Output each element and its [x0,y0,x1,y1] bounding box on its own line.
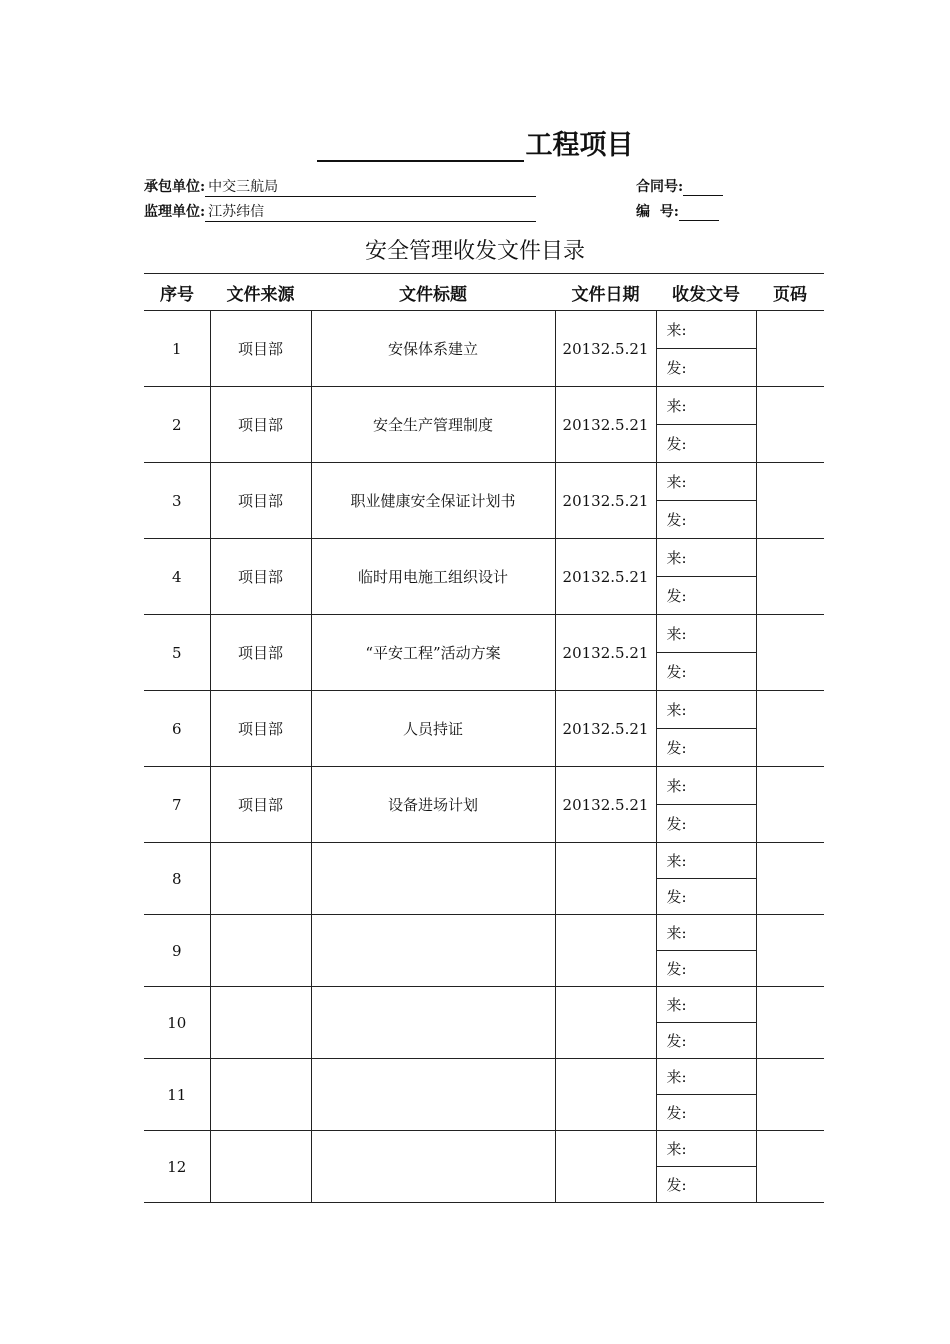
row-title: 临时用电施工组织设计 [311,539,555,615]
row-doc-in: 来: [656,915,756,951]
row-doc-out: 发: [656,1167,756,1203]
row-doc-in: 来: [656,691,756,729]
row-date [555,987,656,1059]
row-doc-out: 发: [656,425,756,463]
row-doc-in: 来: [656,843,756,879]
row-doc-in: 来: [656,987,756,1023]
serial-no-label: 编 号: [636,204,679,220]
row-title [311,1059,555,1131]
contract-no-blank[interactable] [683,178,723,196]
row-source [210,987,311,1059]
row-doc-in: 来: [656,463,756,501]
row-page[interactable] [756,1131,824,1203]
row-page[interactable] [756,843,824,915]
row-number: 1 [144,311,210,387]
row-date [555,843,656,915]
row-number: 4 [144,539,210,615]
row-page[interactable] [756,539,824,615]
row-number: 7 [144,767,210,843]
row-doc-out: 发: [656,1095,756,1131]
table-row [144,1131,824,1167]
table-row [144,843,824,879]
table-row [144,311,824,349]
row-title [311,843,555,915]
document-title [0,130,950,162]
row-title: “平安工程”活动方案 [311,615,555,691]
row-doc-in: 来: [656,1131,756,1167]
row-doc-in: 来: [656,387,756,425]
row-page[interactable] [756,987,824,1059]
table-row [144,1059,824,1095]
header-source: 文件来源 [210,274,311,311]
row-number: 11 [144,1059,210,1131]
row-number: 9 [144,915,210,987]
row-doc-out: 发: [656,501,756,539]
row-doc-in: 来: [656,311,756,349]
header-doc-no: 收发文号 [656,274,756,311]
table-row [144,987,824,1023]
row-source [210,843,311,915]
contractor-value[interactable]: 中交三航局 [205,178,536,197]
row-title [311,1131,555,1203]
row-doc-out: 发: [656,951,756,987]
row-date: 20132.5.21 [555,691,656,767]
row-title: 安全生产管理制度 [311,387,555,463]
supervisor-line [144,203,536,222]
header-date: 文件日期 [555,274,656,311]
row-title: 安保体系建立 [311,311,555,387]
contract-no-line [636,178,723,196]
document-list-table [144,273,824,1203]
row-source: 项目部 [210,615,311,691]
row-date [555,915,656,987]
header-no: 序号 [144,274,210,311]
row-page[interactable] [756,615,824,691]
row-source: 项目部 [210,767,311,843]
row-doc-in: 来: [656,539,756,577]
contract-no-label: 合同号: [636,179,684,195]
title-suffix: 工程项目 [525,130,634,161]
row-title [311,915,555,987]
row-title: 设备进场计划 [311,767,555,843]
row-number: 2 [144,387,210,463]
project-name-blank[interactable] [317,130,524,162]
row-source [210,1059,311,1131]
row-date: 20132.5.21 [555,539,656,615]
row-title: 职业健康安全保证计划书 [311,463,555,539]
row-doc-out: 发: [656,1023,756,1059]
row-page[interactable] [756,387,824,463]
row-title: 人员持证 [311,691,555,767]
contractor-line [144,178,536,197]
table-row [144,767,824,805]
row-number: 5 [144,615,210,691]
row-page[interactable] [756,767,824,843]
document-subtitle: 安全管理收发文件目录 [364,239,585,264]
row-date: 20132.5.21 [555,463,656,539]
row-source: 项目部 [210,539,311,615]
row-page[interactable] [756,463,824,539]
row-source: 项目部 [210,691,311,767]
serial-no-blank[interactable] [679,203,719,221]
row-number: 3 [144,463,210,539]
header-title: 文件标题 [311,274,555,311]
row-date [555,1059,656,1131]
row-page[interactable] [756,1059,824,1131]
table-header-row [144,274,824,311]
table-row [144,387,824,425]
row-doc-out: 发: [656,577,756,615]
table-body [144,311,824,1203]
row-page[interactable] [756,691,824,767]
row-doc-in: 来: [656,1059,756,1095]
header-page: 页码 [756,274,824,311]
row-doc-out: 发: [656,653,756,691]
table-row [144,691,824,729]
row-source [210,915,311,987]
row-page[interactable] [756,311,824,387]
contractor-label: 承包单位: [144,179,206,195]
row-number: 12 [144,1131,210,1203]
row-doc-in: 来: [656,767,756,805]
row-number: 6 [144,691,210,767]
row-title [311,987,555,1059]
table-row [144,615,824,653]
table-row [144,463,824,501]
row-source: 项目部 [210,311,311,387]
table-row [144,539,824,577]
row-date [555,1131,656,1203]
row-doc-out: 发: [656,349,756,387]
row-date: 20132.5.21 [555,615,656,691]
row-source: 项目部 [210,387,311,463]
supervisor-label: 监理单位: [144,204,206,220]
row-doc-in: 来: [656,615,756,653]
row-doc-out: 发: [656,879,756,915]
row-page[interactable] [756,915,824,987]
table-row [144,915,824,951]
row-date: 20132.5.21 [555,311,656,387]
serial-no-line [636,203,719,221]
row-source: 项目部 [210,463,311,539]
row-doc-out: 发: [656,729,756,767]
row-date: 20132.5.21 [555,767,656,843]
row-number: 8 [144,843,210,915]
row-doc-out: 发: [656,805,756,843]
supervisor-value[interactable]: 江苏纬信 [205,203,536,222]
row-date: 20132.5.21 [555,387,656,463]
row-source [210,1131,311,1203]
row-number: 10 [144,987,210,1059]
